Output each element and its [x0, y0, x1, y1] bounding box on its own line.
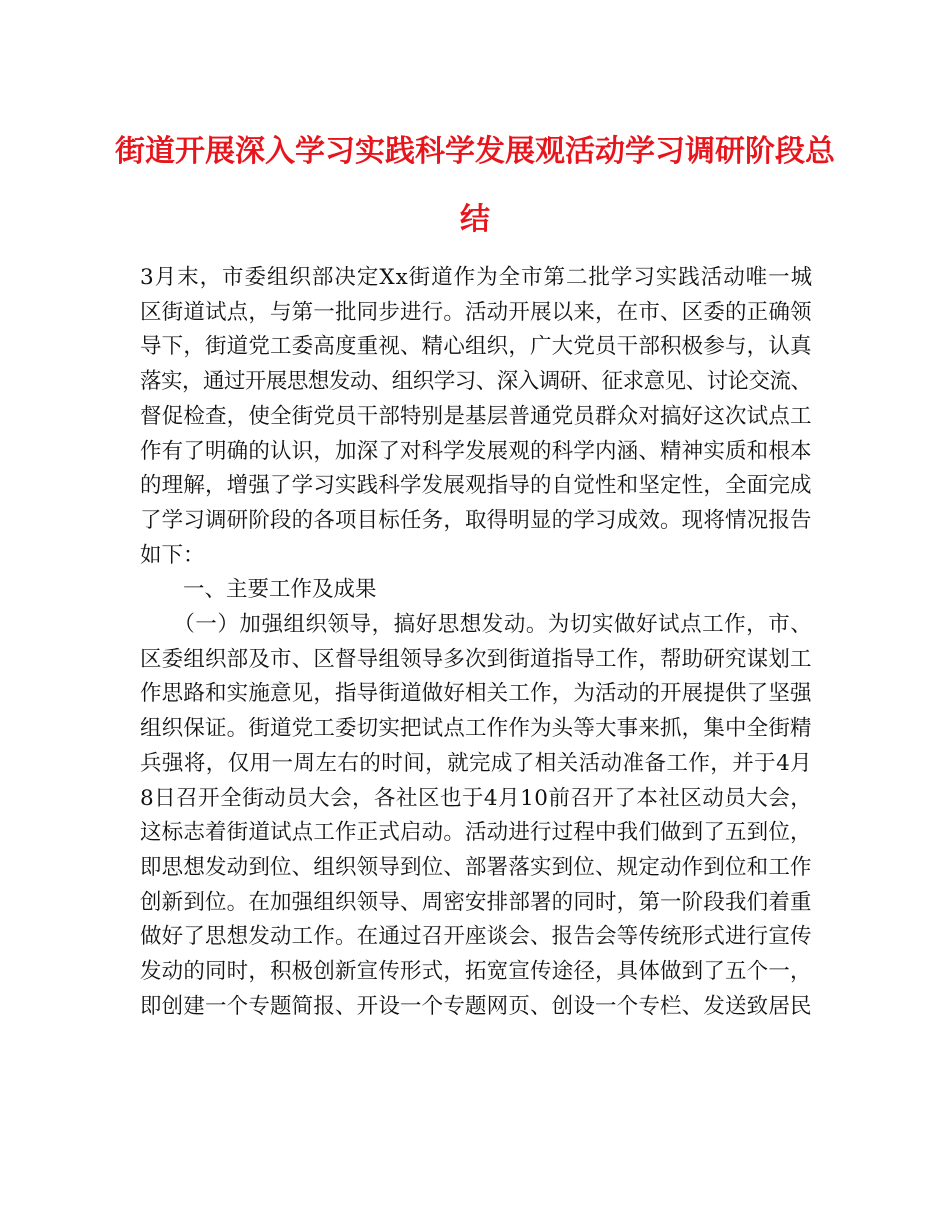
paragraph-line: 即思想发动到位、组织领导到位、部署落实到位、规定动作到位和工作 — [140, 854, 812, 880]
document-title-line-2: 结 — [460, 202, 490, 237]
document-title-line-1: 街道开展深入学习实践科学发展观活动学习调研阶段总 — [115, 134, 835, 169]
paragraph-line: 督促检查，使全街党员干部特别是基层普通党员群众对搞好这次试点工 — [140, 403, 812, 429]
paragraph-line: （一）加强组织领导，搞好思想发动。为切实做好试点工作，市、 — [140, 612, 813, 637]
paragraph-line: 8日召开全街动员大会，各社区也于4月10前召开了本社区动员大会， — [140, 785, 813, 811]
paragraph-line: 作有了明确的认识，加深了对科学发展观的科学内涵、精神实质和根本 — [140, 438, 812, 464]
paragraph-line: 如下： — [140, 542, 205, 568]
paragraph-line: 区委组织部及市、区督导组领导多次到街道指导工作，帮助研究谋划工 — [140, 646, 812, 672]
paragraph-line: 一、主要工作及成果 — [140, 577, 377, 603]
paragraph-line: 组织保证。街道党工委切实把试点工作作为头等大事来抓，集中全街精 — [140, 716, 812, 742]
paragraph-line: 创新到位。在加强组织领导、周密安排部署的同时，第一阶段我们着重 — [140, 889, 812, 915]
paragraph-line: 了学习调研阶段的各项目标任务，取得明显的学习成效。现将情况报告 — [140, 507, 812, 533]
paragraph-line: 导下，街道党工委高度重视、精心组织，广大党员干部积极参与，认真 — [140, 334, 812, 360]
paragraph-line: 这标志着街道试点工作正式启动。活动进行过程中我们做到了五到位， — [140, 820, 812, 846]
paragraph-line: 落实，通过开展思想发动、组织学习、深入调研、征求意见、讨论交流、 — [140, 369, 812, 395]
paragraph-line: 的理解，增强了学习实践科学发展观指导的自觉性和坚定性，全面完成 — [140, 473, 812, 499]
paragraph-line: 兵强将，仅用一周左右的时间，就完成了相关活动准备工作，并于4月 — [140, 750, 813, 776]
paragraph-line: 做好了思想发动工作。在通过召开座谈会、报告会等传统形式进行宣传 — [140, 924, 812, 950]
paragraph-line: 3月末，市委组织部决定Xx街道作为全市第二批学习实践活动唯一城 — [140, 265, 814, 290]
paragraph-line: 作思路和实施意见，指导街道做好相关工作，为活动的开展提供了坚强 — [140, 681, 812, 707]
paragraph-line: 区街道试点，与第一批同步进行。活动开展以来，在市、区委的正确领 — [140, 299, 812, 325]
paragraph-line: 即创建一个专题简报、开设一个专题网页、创设一个专栏、发送致居民 — [140, 993, 812, 1019]
paragraph-line: 发动的同时，积极创新宣传形式，拓宽宣传途径，具体做到了五个一， — [140, 959, 812, 984]
